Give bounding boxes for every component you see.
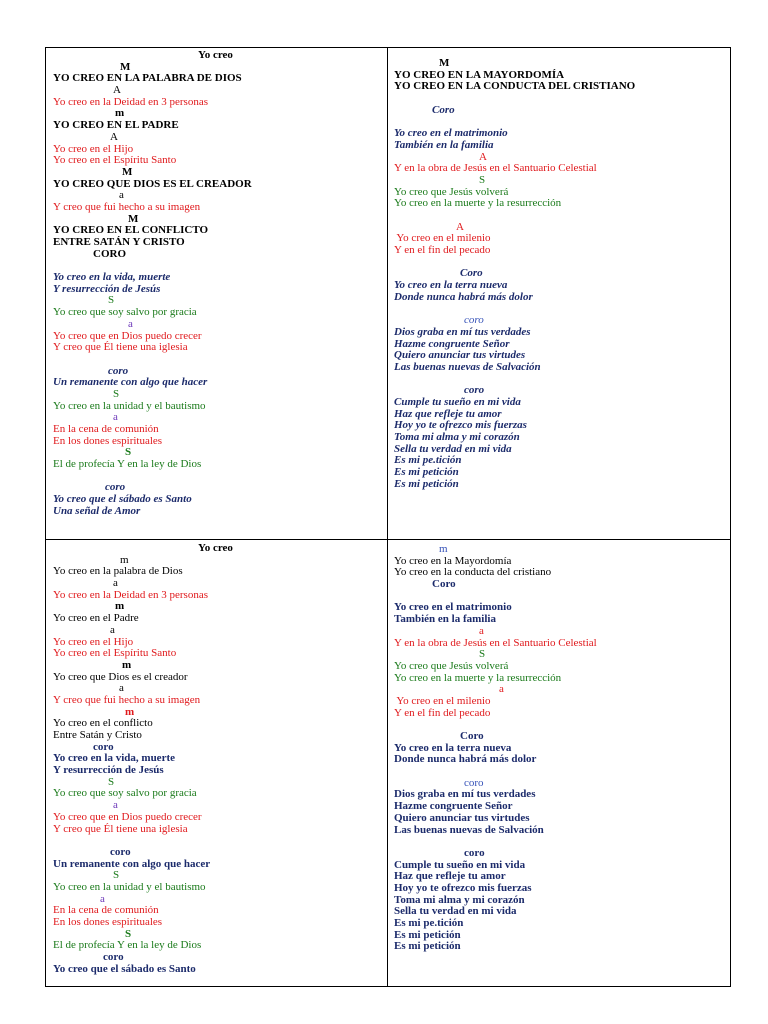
lyric-line: Quiero anunciar tus virtudes bbox=[394, 811, 530, 824]
cell-bottom-left bbox=[53, 543, 383, 986]
lyric-line: Yo creo en el milenio bbox=[394, 232, 491, 245]
lyric-line: Yo creo en la Deidad en 3 personas bbox=[53, 95, 208, 108]
lyric-line: Y creo que Él tiene una iglesia bbox=[53, 822, 188, 835]
lyric-line: Yo creo en la vida, muerte bbox=[53, 271, 171, 284]
lyric-line: A bbox=[456, 220, 464, 233]
lyric-line: Yo creo en el Hijo bbox=[53, 635, 134, 648]
lyric-line: coro bbox=[105, 481, 126, 494]
lyric-line: Dios graba en mí tus verdades bbox=[394, 325, 531, 338]
lyric-line: También en la familia bbox=[394, 138, 494, 151]
lyric-line: Yo creo en el Hijo bbox=[53, 142, 134, 155]
lyric-line: Y creo que Él tiene una iglesia bbox=[53, 341, 188, 354]
lyric-line: Un remanente con algo que hacer bbox=[53, 857, 211, 870]
lyric-line: a bbox=[113, 411, 118, 424]
lyric-line: ENTRE SATÁN Y CRISTO bbox=[53, 236, 185, 248]
lyric-line: coro bbox=[108, 364, 129, 377]
lyric-line: Coro bbox=[460, 730, 484, 742]
lyric-line: Yo creo que el sábado es Santo bbox=[53, 493, 192, 506]
blank-line bbox=[394, 374, 728, 386]
lyric-line: Y creo que fui hecho a su imagen bbox=[53, 693, 201, 706]
blank-line bbox=[53, 835, 383, 847]
lyric-line: Yo creo en el matrimonio bbox=[394, 601, 512, 614]
lyric-line: Yo creo en la vida, muerte bbox=[53, 752, 175, 765]
lyric-line: Cumple tu sueño en mi vida bbox=[394, 395, 521, 408]
lyric-line: Yo creo en la unidad y el bautismo bbox=[53, 880, 206, 893]
lyric-line: S bbox=[108, 775, 115, 788]
lyric-line: Y resurrección de Jesús bbox=[53, 282, 161, 295]
lyric-line: coro bbox=[103, 951, 124, 964]
lyric-line: a bbox=[100, 892, 105, 905]
lyric-line: Yo creo en la terra nueva bbox=[394, 279, 508, 292]
lyric-line: Y creo que fui hecho a su imagen bbox=[53, 200, 201, 213]
lyric-line: m bbox=[122, 658, 132, 671]
lyric-line: Yo creo en el Espíritu Santo bbox=[53, 647, 177, 660]
lyric-line: Y resurrección de Jesús bbox=[53, 764, 164, 777]
lyric-line: Yo creo en el milenio bbox=[394, 694, 491, 707]
lyric-line: Es mi pe.tición bbox=[394, 454, 462, 467]
lyric-line: S bbox=[113, 869, 120, 882]
lyric-line: Yo creo en el Espíritu Santo bbox=[53, 154, 177, 167]
blank-line bbox=[394, 719, 728, 731]
lyric-line: Yo creo en el matrimonio bbox=[394, 127, 508, 140]
blank-line bbox=[394, 303, 728, 315]
lyric-line: Yo creo en la Mayordomía bbox=[394, 554, 512, 567]
lyric-line: Yo creo en la unidad y el bautismo bbox=[53, 399, 206, 412]
lyric-line: a bbox=[110, 623, 115, 636]
lyric-line: YO CREO EN EL CONFLICTO bbox=[53, 224, 209, 237]
lyric-line: También en la familia bbox=[394, 613, 496, 626]
lyric-line: Toma mi alma y mi corazón bbox=[394, 431, 520, 443]
lyric-line: a bbox=[113, 577, 118, 590]
lyric-line: Yo creo en la muerte y la resurrección bbox=[394, 671, 562, 684]
lyric-line: YO CREO EN LA PALABRA DE DIOS bbox=[53, 72, 242, 85]
lyric-line: Haz que refleje tu amor bbox=[394, 407, 502, 420]
lyric-line: S bbox=[125, 446, 132, 459]
lyric-line: Yo creo que soy salvo por gracia bbox=[53, 306, 197, 319]
lyric-line: Donde nunca habrá más dolor bbox=[394, 290, 533, 303]
lyric-line: a bbox=[499, 683, 504, 696]
lyric-line: coro bbox=[464, 776, 484, 789]
lyric-line: Y en el fin del pecado bbox=[394, 706, 491, 719]
lyric-line: Quiero anunciar tus virtudes bbox=[394, 349, 526, 362]
lyric-line: Yo creo que el sábado es Santo bbox=[53, 962, 196, 975]
cell-top-right bbox=[394, 58, 728, 536]
blank-line bbox=[53, 471, 383, 483]
lyric-line: Hoy yo te ofrezco mis fuerzas bbox=[394, 881, 532, 894]
lyric-line: a bbox=[479, 624, 484, 637]
lyric-line: Cumple tu sueño en mi vida bbox=[394, 858, 526, 871]
lyric-line: a bbox=[113, 799, 118, 812]
lyric-line: Coro bbox=[432, 578, 456, 591]
lyric-line: Yo creo bbox=[198, 50, 233, 61]
lyric-line: Donde nunca habrá más dolor bbox=[394, 753, 537, 766]
lyric-line: Las buenas nuevas de Salvación bbox=[394, 823, 544, 836]
lyric-line: Sella tu verdad en mi vida bbox=[394, 442, 512, 455]
lyric-line: Es mi petición bbox=[394, 477, 459, 490]
blank-line bbox=[394, 257, 728, 269]
lyric-line: CORO bbox=[93, 247, 126, 260]
lyric-line: m bbox=[115, 600, 125, 613]
lyric-line: coro bbox=[464, 384, 485, 397]
lyric-line: m bbox=[125, 705, 135, 718]
lyric-line: Yo creo en la palabra de Dios bbox=[53, 565, 183, 578]
lyric-line: coro bbox=[110, 845, 131, 858]
lyric-line: Yo creo en el Padre bbox=[53, 612, 139, 625]
lyric-line: Coro bbox=[460, 267, 483, 280]
lyric-line: Yo creo en la terra nueva bbox=[394, 741, 512, 754]
lyric-line: Yo creo en el conflicto bbox=[53, 717, 153, 730]
lyric-line: A bbox=[479, 150, 487, 163]
lyric-line: Yo creo en la muerte y la resurrección bbox=[394, 197, 562, 210]
lyric-line: Yo creo que en Dios puedo crecer bbox=[53, 329, 202, 342]
lyric-line: A bbox=[110, 130, 118, 143]
lyric-line: a bbox=[119, 189, 124, 202]
lyric-line: Hazme congruente Señor bbox=[394, 800, 513, 813]
blank-line bbox=[53, 354, 383, 366]
lyric-line: Yo creo que soy salvo por gracia bbox=[53, 787, 197, 800]
lyric-line: Yo creo que Jesús volverá bbox=[394, 185, 509, 198]
lyric-line: A bbox=[113, 84, 121, 97]
lyric-line: coro bbox=[464, 314, 484, 327]
blank-line bbox=[394, 766, 728, 778]
lyric-line: M bbox=[122, 165, 133, 178]
lyric-line: Es mi petición bbox=[394, 928, 461, 941]
lyric-line: coro bbox=[464, 846, 485, 859]
lyric-line: m bbox=[439, 544, 448, 555]
blank-line bbox=[394, 210, 728, 222]
lyric-line: YO CREO EN EL PADRE bbox=[53, 119, 179, 132]
lyric-line: m bbox=[115, 107, 125, 120]
lyric-line: M bbox=[128, 212, 139, 225]
lyric-line: S bbox=[113, 387, 120, 400]
lyric-line: S bbox=[125, 927, 132, 940]
column-divider bbox=[387, 48, 388, 986]
blank-line bbox=[394, 93, 728, 105]
lyric-line: S bbox=[479, 173, 486, 186]
lyric-line: Yo creo que Jesús volverá bbox=[394, 659, 509, 672]
lyric-line: Yo creo que Dios es el creador bbox=[53, 670, 188, 683]
lyric-line: Yo creo en la Deidad en 3 personas bbox=[53, 588, 208, 601]
lyric-line: Una señal de Amor bbox=[53, 504, 141, 517]
lyric-line: Las buenas nuevas de Salvación bbox=[394, 360, 541, 373]
lyric-line: coro bbox=[93, 740, 114, 753]
lyric-line: Yo creo bbox=[198, 543, 233, 554]
lyric-line: Entre Satán y Cristo bbox=[53, 729, 142, 741]
lyric-line: El de profecía Y en la ley de Dios bbox=[53, 458, 202, 471]
lyric-line: Yo creo en la conducta del cristiano bbox=[394, 566, 552, 579]
lyric-line: Y en la obra de Jesús en el Santuario Celestial bbox=[394, 162, 597, 175]
lyric-line: Toma mi alma y mi corazón bbox=[394, 893, 525, 906]
lyric-line: Es mi pe.tición bbox=[394, 917, 464, 929]
lyric-line: Coro bbox=[432, 103, 455, 116]
lyric-line: En la cena de comunión bbox=[53, 423, 159, 435]
lyric-line: Hoy yo te ofrezco mis fuerzas bbox=[394, 419, 527, 432]
blank-line bbox=[394, 836, 728, 848]
lyric-line: a bbox=[128, 317, 133, 330]
lyric-line: En los dones espirituales bbox=[53, 434, 163, 447]
cell-top-left bbox=[53, 50, 383, 536]
row-divider bbox=[46, 539, 730, 540]
lyric-line: Sella tu verdad en mi vida bbox=[394, 905, 517, 918]
lyric-line: YO CREO EN LA MAYORDOMÍA bbox=[394, 68, 565, 81]
lyric-line: S bbox=[479, 648, 486, 661]
lyric-line: Es mi petición bbox=[394, 466, 459, 479]
lyric-line: El de profecía Y en la ley de Dios bbox=[53, 939, 202, 952]
lyric-line: En la cena de comunión bbox=[53, 904, 159, 917]
cell-bottom-right bbox=[394, 544, 728, 986]
lyric-line: Y en el fin del pecado bbox=[394, 244, 491, 256]
lyric-line: a bbox=[119, 682, 124, 695]
lyric-line: Hazme congruente Señor bbox=[394, 337, 510, 350]
lyric-line: M bbox=[439, 58, 450, 69]
lyric-line: M bbox=[120, 60, 131, 73]
lyric-line: Es mi petición bbox=[394, 940, 461, 953]
lyric-line: En los dones espirituales bbox=[53, 916, 163, 928]
lyric-line: Y en la obra de Jesús en el Santuario Celestial bbox=[394, 636, 597, 649]
lyric-line: Yo creo que en Dios puedo crecer bbox=[53, 810, 202, 823]
lyric-line: Haz que refleje tu amor bbox=[394, 870, 506, 883]
lyric-line: S bbox=[108, 294, 115, 307]
document-page bbox=[45, 47, 731, 987]
lyric-line: Dios graba en mí tus verdades bbox=[394, 788, 536, 801]
lyric-line: Un remanente con algo que hacer bbox=[53, 376, 208, 389]
lyric-line: YO CREO EN LA CONDUCTA DEL CRISTIANO bbox=[394, 80, 636, 93]
lyric-line: YO CREO QUE DIOS ES EL CREADOR bbox=[53, 177, 252, 190]
lyric-line: m bbox=[120, 553, 129, 566]
